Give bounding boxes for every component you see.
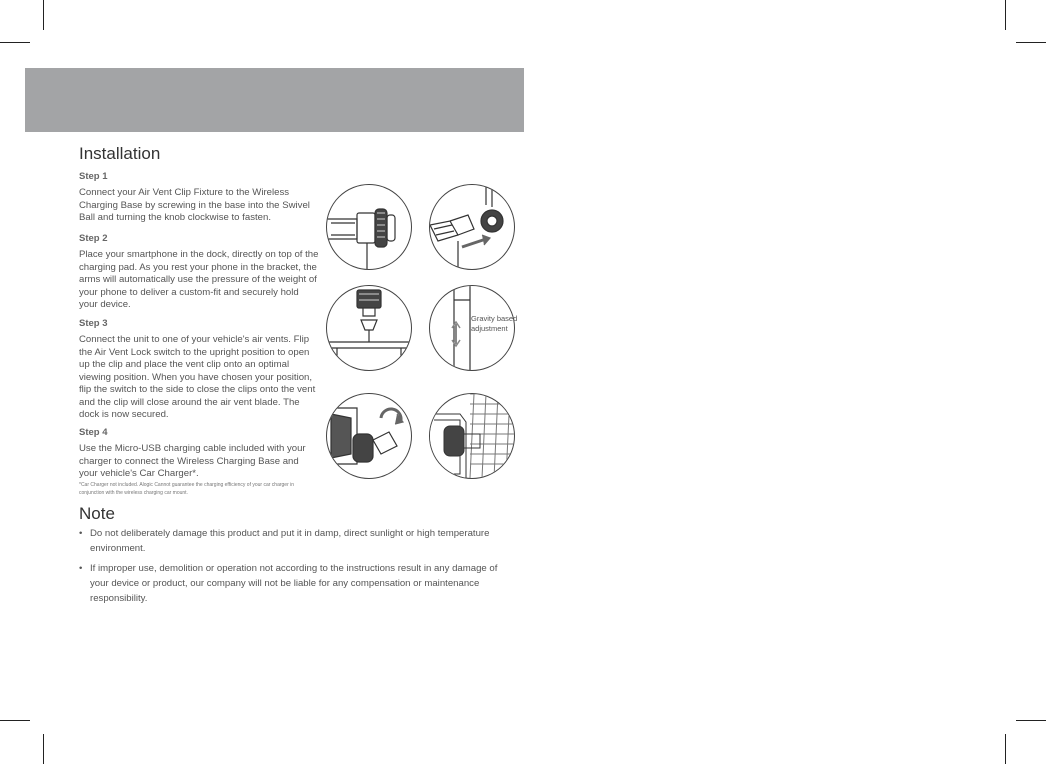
step-1-text: Connect your Air Vent Clip Fixture to the Wireless Charging Base by screwing in the base into the Swivel Ball and turning the knob clockwise to fasten. xyxy=(79,187,310,223)
note-list xyxy=(79,526,499,611)
step-4-label: Step 4 xyxy=(79,427,108,438)
installation-title: Installation xyxy=(79,144,161,163)
illustration-step-1-assembly xyxy=(326,184,412,270)
crop-mark xyxy=(1016,42,1046,43)
step-2-label: Step 2 xyxy=(79,233,108,244)
step-3-text: Connect the unit to one of your vehicle's air vents. Flip the Air Vent Lock switch to the upright position to open up the clip and place the vent clip onto an optimal viewing position. When you have chosen your position, flip the switch to the side to close the clips onto the vent and the clip will close around the air vent blade. The dock is now secured. xyxy=(79,334,316,420)
step-1-label: Step 1 xyxy=(79,171,108,182)
gravity-label: Gravity based adjustment xyxy=(471,314,518,333)
step-2-text: Place your smartphone in the dock, directly on top of the charging pad. As you rest your phone in the bracket, the arms will automatically use the pressure of the weight of your phone to deliver a custom-fit and securely hold your device. xyxy=(79,249,319,310)
note-bullet: • xyxy=(79,563,83,574)
step-3-label: Step 3 xyxy=(79,318,108,329)
footnote: *Car Charger not included. Alogic Cannot guarantee the charging efficiency of your car charger in conjunction with the wireless charging car mount. xyxy=(79,482,295,496)
note-item-text: Do not deliberately damage this product and put it in damp, direct sunlight or high temperature environment. xyxy=(90,528,490,554)
header-banner xyxy=(25,68,524,132)
crop-mark xyxy=(0,720,30,721)
note-item xyxy=(79,561,499,606)
crop-mark xyxy=(1016,720,1046,721)
crop-mark xyxy=(1005,0,1006,30)
illustration-step-1-fasten xyxy=(429,184,515,270)
crop-mark xyxy=(43,0,44,30)
note-item xyxy=(79,526,499,556)
step-4-text: Use the Micro-USB charging cable included with your charger to connect the Wireless Charging Base and your vehicle's Car Charger*. xyxy=(79,443,306,479)
illustration-step-2-dock xyxy=(326,285,412,371)
note-item-text: If improper use, demolition or operation not according to the instructions result in any damage of your device or product, our company will not be liable for any compensation or maintenance responsibility. xyxy=(90,563,498,604)
note-title: Note xyxy=(79,504,115,523)
crop-mark xyxy=(0,42,30,43)
crop-mark xyxy=(1005,734,1006,764)
illustration-step-4-mounted xyxy=(429,393,515,479)
crop-mark xyxy=(43,734,44,764)
illustration-step-3-lock xyxy=(326,393,412,479)
note-bullet: • xyxy=(79,528,83,539)
